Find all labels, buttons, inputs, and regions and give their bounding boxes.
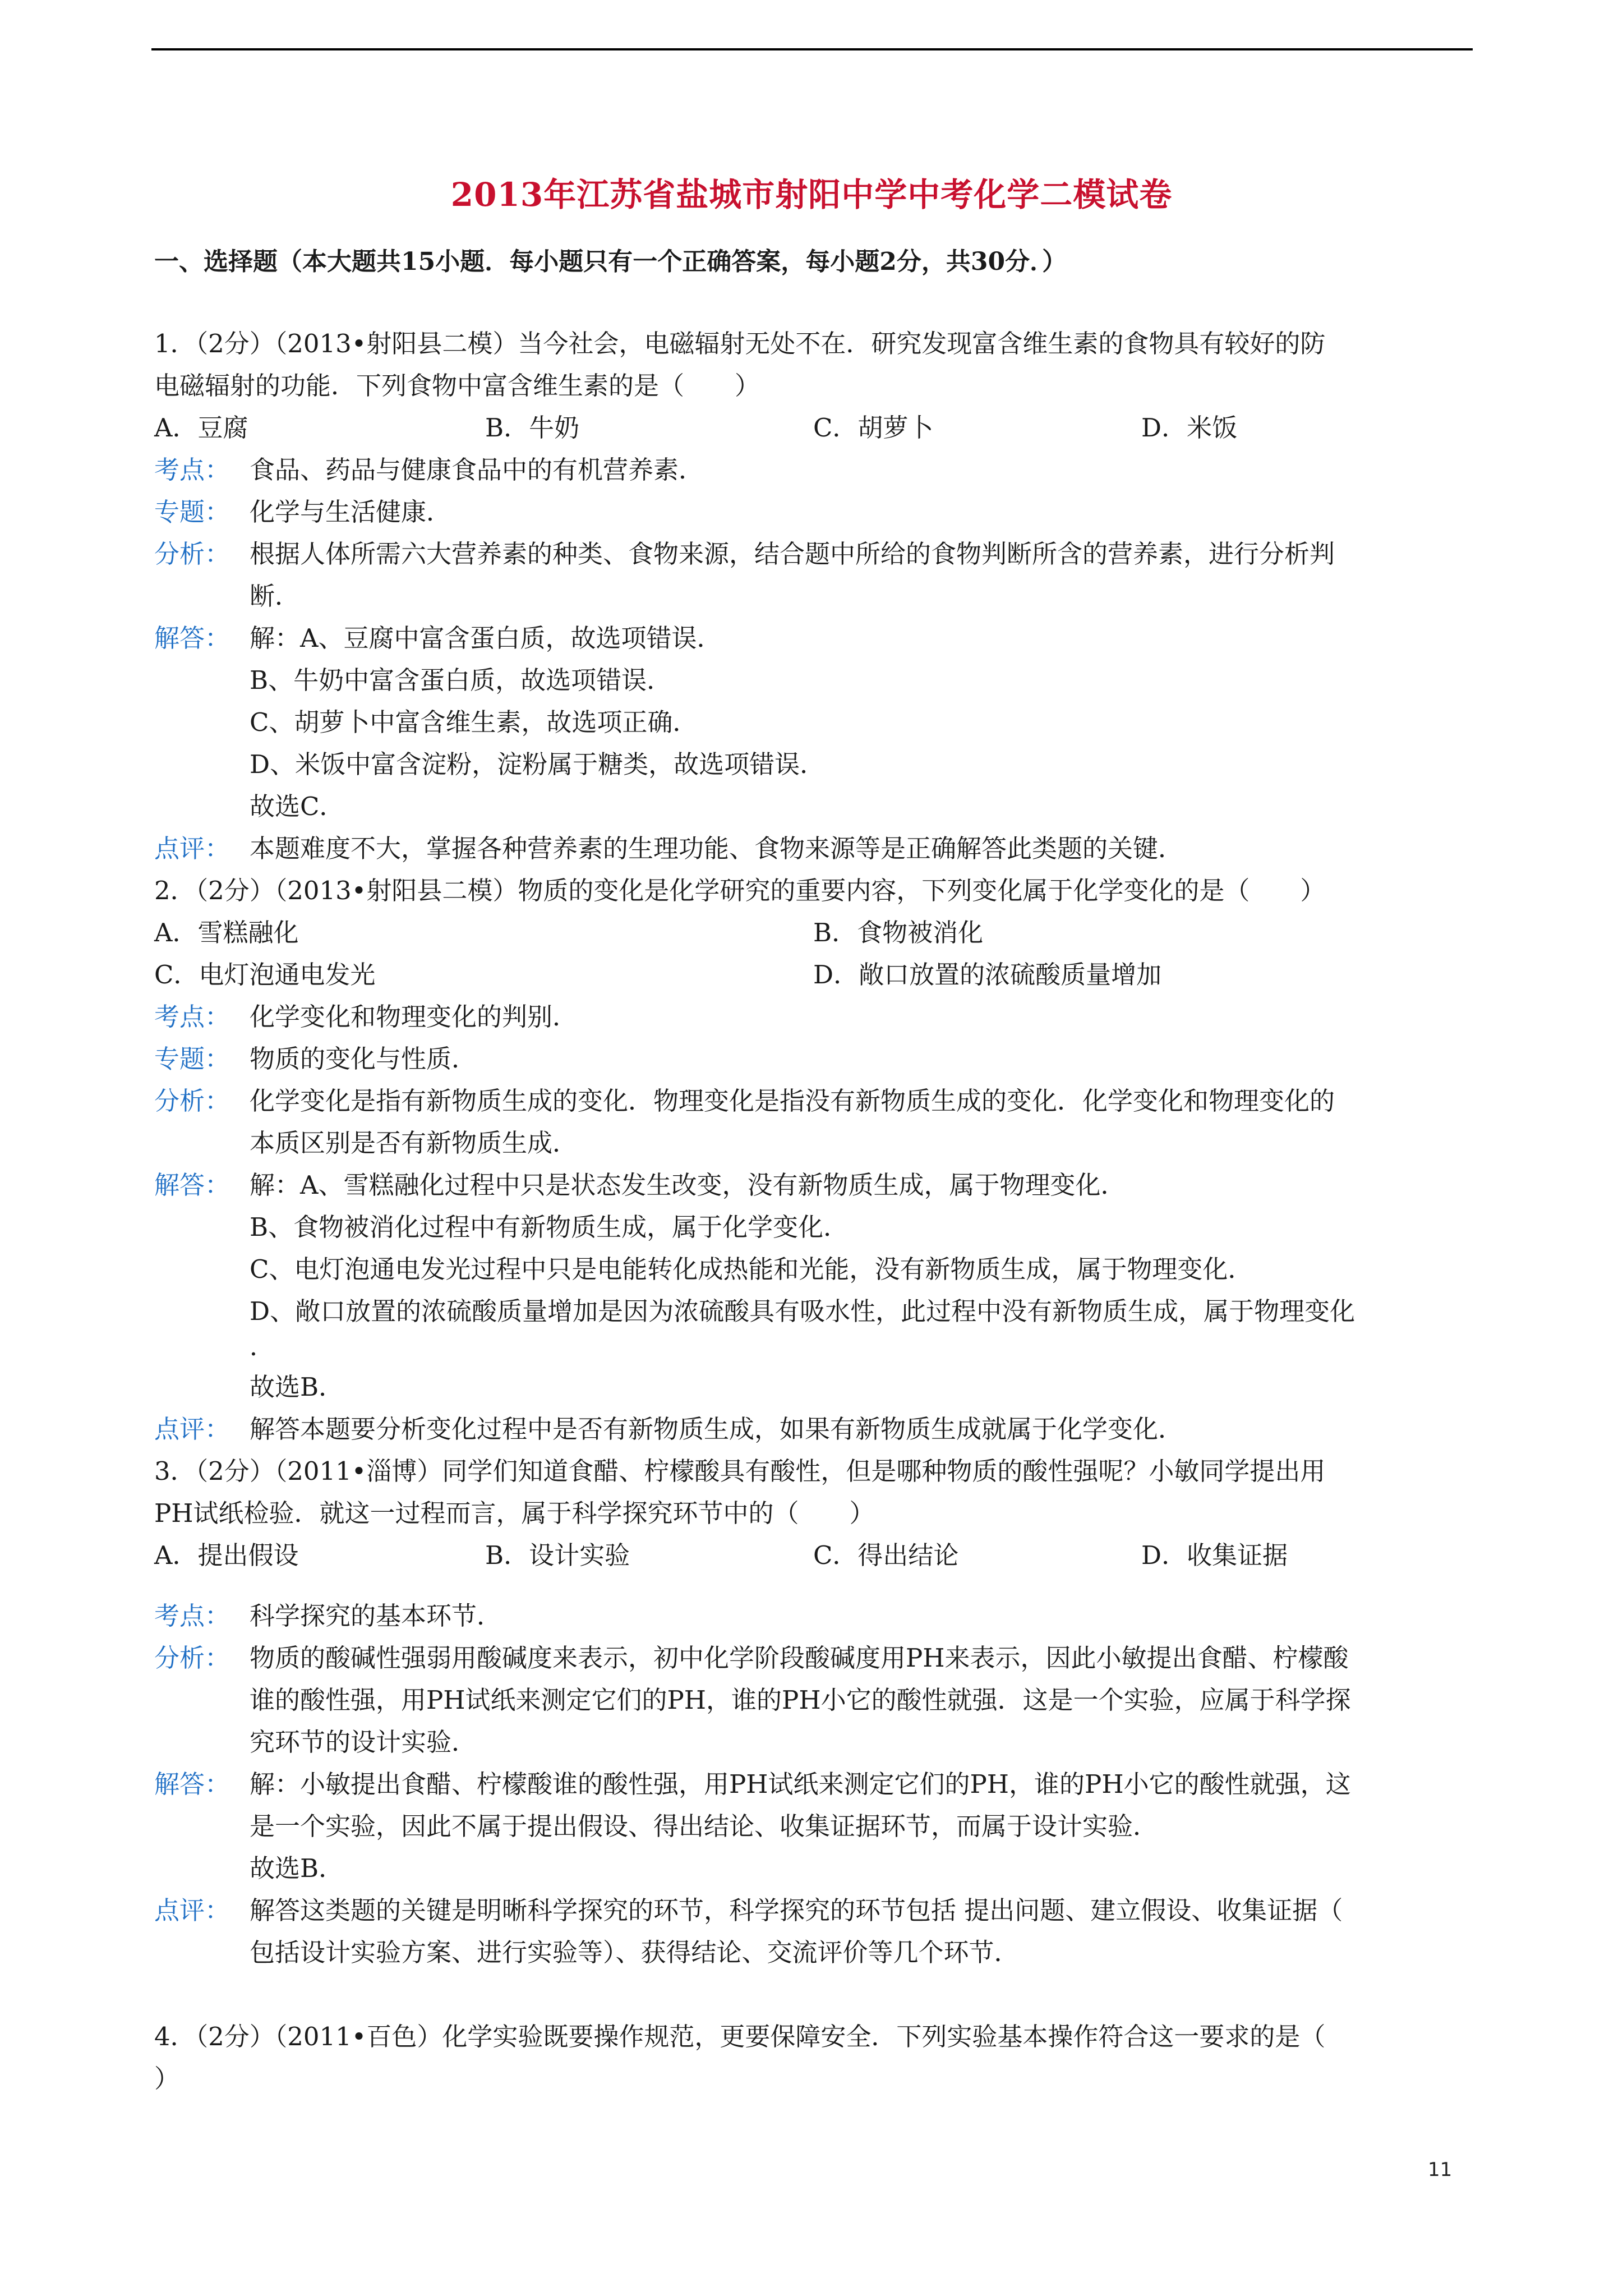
q3-jieda-line-3: 故选B． bbox=[250, 1853, 344, 1883]
q1-jieda-label: 解答： bbox=[154, 623, 230, 653]
q1-jieda-line-4: D、米饭中富含淀粉，淀粉属于糖类，故选项错误． bbox=[250, 749, 826, 779]
q1-dianping-label: 点评： bbox=[154, 834, 230, 863]
q1-option-d: D．米饭 bbox=[1141, 413, 1238, 443]
q3-fenxi-line-2: 谁的酸性强，用PH试纸来测定它们的PH，谁的PH小它的酸性就强．这是一个实验，应属于科学探 bbox=[250, 1685, 1351, 1715]
q3-kaodian: 科学探究的基本环节． bbox=[250, 1601, 502, 1631]
q4-stem-line-1: 4．（2分）（2011•百色）化学实验既要操作规范，更要保障安全．下列实验基本操作符合这一要求的是（ bbox=[154, 2022, 1326, 2051]
q1-jieda-line-1: 解：A、豆腐中富含蛋白质，故选项错误． bbox=[250, 623, 722, 653]
q3-option-c: C．得出结论 bbox=[813, 1540, 959, 1570]
q1-jieda-line-3: C、胡萝卜中富含维生素，故选项正确． bbox=[250, 707, 698, 737]
q2-jieda-line-6: 故选B． bbox=[250, 1372, 344, 1402]
q1-stem-line-1: 1．（2分）（2013•射阳县二模）当今社会，电磁辐射无处不在．研究发现富含维生素的食物具有较好的防 bbox=[154, 329, 1326, 358]
header-rule bbox=[151, 48, 1473, 50]
q1-stem-line-2: 电磁辐射的功能．下列食物中富含维生素的是（ ） bbox=[154, 371, 760, 401]
q2-zhuanti-label: 专题： bbox=[154, 1044, 230, 1074]
q2-fenxi-label: 分析： bbox=[154, 1086, 230, 1116]
q1-option-b: B．牛奶 bbox=[485, 413, 580, 443]
q1-fenxi-line-1: 根据人体所需六大营养素的种类、食物来源，结合题中所给的食物判断所含的营养素，进行分析判 bbox=[250, 539, 1335, 569]
q2-kaodian-label: 考点： bbox=[154, 1002, 230, 1032]
q2-zhuanti: 物质的变化与性质． bbox=[250, 1044, 477, 1074]
q3-jieda-label: 解答： bbox=[154, 1769, 230, 1799]
q1-option-a: A．豆腐 bbox=[154, 413, 248, 443]
q3-fenxi-line-3: 究环节的设计实验． bbox=[250, 1727, 477, 1757]
q2-dianping: 解答本题要分析变化过程中是否有新物质生成，如果有新物质生成就属于化学变化． bbox=[250, 1414, 1184, 1444]
q2-option-d: D．敞口放置的浓硫酸质量增加 bbox=[813, 960, 1162, 990]
q1-kaodian-label: 考点： bbox=[154, 455, 230, 485]
q3-dianping-label: 点评： bbox=[154, 1895, 230, 1925]
q1-zhuanti: 化学与生活健康． bbox=[250, 497, 452, 527]
q3-fenxi-line-1: 物质的酸碱性强弱用酸碱度来表示，初中化学阶段酸碱度用PH来表示，因此小敏提出食醋、柠檬酸 bbox=[250, 1643, 1349, 1673]
page-number: 11 bbox=[1428, 2159, 1453, 2181]
q3-option-b: B．设计实验 bbox=[485, 1540, 630, 1570]
q2-option-c: C．电灯泡通电发光 bbox=[154, 960, 376, 990]
q2-fenxi-line-2: 本质区别是否有新物质生成． bbox=[250, 1128, 578, 1158]
q1-dianping: 本题难度不大，掌握各种营养素的生理功能、食物来源等是正确解答此类题的关键． bbox=[250, 834, 1184, 863]
q1-kaodian: 食品、药品与健康食品中的有机营养素． bbox=[250, 455, 704, 485]
q4-stem-line-2: ） bbox=[154, 2064, 180, 2093]
q1-fenxi-line-2: 断． bbox=[250, 581, 301, 611]
q1-zhuanti-label: 专题： bbox=[154, 497, 230, 527]
q3-jieda-line-1: 解：小敏提出食醋、柠檬酸谁的酸性强，用PH试纸来测定它们的PH，谁的PH小它的酸性就强，这 bbox=[250, 1769, 1351, 1799]
q3-stem-line-2: PH试纸检验．就这一过程而言，属于科学探究环节中的（ ） bbox=[154, 1498, 875, 1528]
q3-dianping-line-1: 解答这类题的关键是明晰科学探究的环节，科学探究的环节包括 提出问题、建立假设、收集证据（ bbox=[250, 1895, 1343, 1925]
q3-jieda-line-2: 是一个实验，因此不属于提出假设、得出结论、收集证据环节，而属于设计实验． bbox=[250, 1811, 1159, 1841]
q2-jieda-label: 解答： bbox=[154, 1170, 230, 1200]
q3-kaodian-label: 考点： bbox=[154, 1601, 230, 1631]
q2-jieda-line-2: B、食物被消化过程中有新物质生成，属于化学变化． bbox=[250, 1212, 849, 1242]
q2-option-a: A．雪糕融化 bbox=[154, 918, 299, 947]
q2-kaodian: 化学变化和物理变化的判别． bbox=[250, 1002, 578, 1032]
q3-option-d: D．收集证据 bbox=[1141, 1540, 1288, 1570]
q1-option-c: C．胡萝卜 bbox=[813, 413, 934, 443]
q1-jieda-line-5: 故选C． bbox=[250, 792, 345, 821]
q2-option-b: B．食物被消化 bbox=[813, 918, 984, 947]
q2-dianping-label: 点评： bbox=[154, 1414, 230, 1444]
q1-jieda-line-2: B、牛奶中富含蛋白质，故选项错误． bbox=[250, 665, 672, 695]
q2-jieda-line-5: ． bbox=[250, 1332, 275, 1361]
q2-jieda-line-4: D、敞口放置的浓硫酸质量增加是因为浓硫酸具有吸水性，此过程中没有新物质生成，属于物理变化 bbox=[250, 1296, 1355, 1326]
section-heading: 一、选择题（本大题共15小题．每小题只有一个正确答案，每小题2分，共30分．） bbox=[154, 247, 1067, 276]
q3-option-a: A．提出假设 bbox=[154, 1540, 299, 1570]
q3-stem-line-1: 3．（2分）（2011•淄博）同学们知道食醋、柠檬酸具有酸性，但是哪种物质的酸性强呢？小敏同学提出用 bbox=[154, 1456, 1326, 1486]
q2-jieda-line-1: 解：A、雪糕融化过程中只是状态发生改变，没有新物质生成，属于物理变化． bbox=[250, 1170, 1126, 1200]
page-title: 2013年江苏省盐城市射阳中学中考化学二模试卷 bbox=[450, 176, 1173, 214]
q3-fenxi-label: 分析： bbox=[154, 1643, 230, 1673]
q2-fenxi-line-1: 化学变化是指有新物质生成的变化．物理变化是指没有新物质生成的变化．化学变化和物理变化的 bbox=[250, 1086, 1335, 1116]
q1-fenxi-label: 分析： bbox=[154, 539, 230, 569]
q3-dianping-line-2: 包括设计实验方案、进行实验等）、获得结论、交流评价等几个环节． bbox=[250, 1938, 1020, 1967]
q2-stem-line-1: 2．（2分）（2013•射阳县二模）物质的变化是化学研究的重要内容，下列变化属于化学变化的是（ ） bbox=[154, 876, 1326, 905]
q2-jieda-line-3: C、电灯泡通电发光过程中只是电能转化成热能和光能，没有新物质生成，属于物理变化． bbox=[250, 1254, 1253, 1284]
